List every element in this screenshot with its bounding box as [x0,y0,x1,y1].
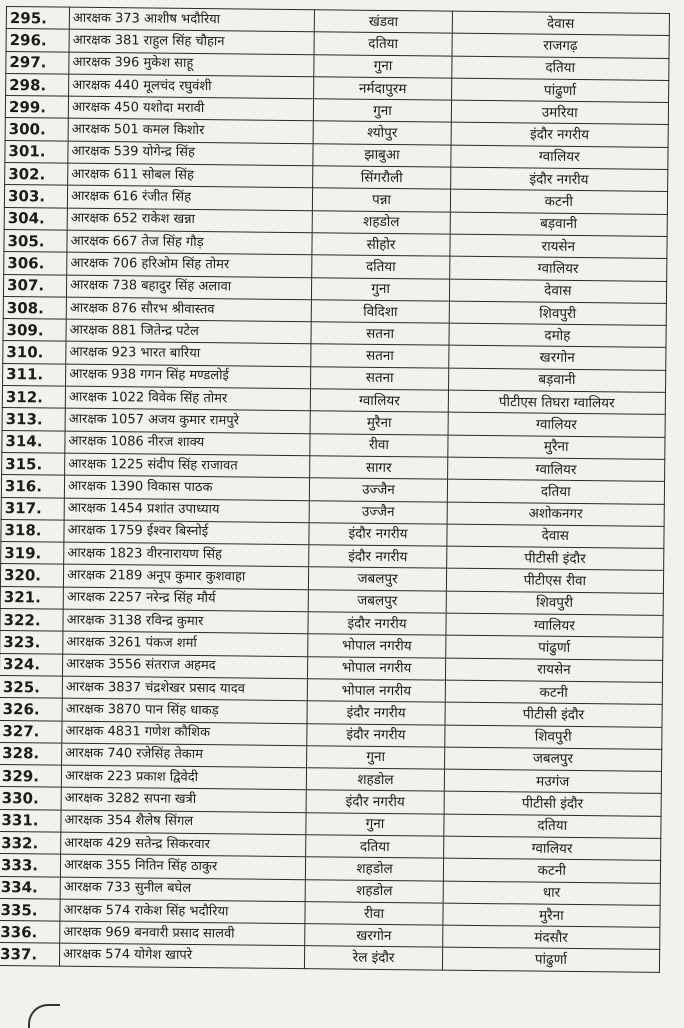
serial-number: 307. [3,274,66,297]
employee-name: आरक्षक 574 राकेश सिंह भदौरिया [60,899,306,924]
from-district: इंदौर नगरीय [309,545,446,569]
employee-name: आरक्षक 738 बहादुर सिंह अलावा [67,275,313,300]
to-district: दतिया [447,479,665,504]
to-district: मुरैना [447,435,665,460]
to-district: रायसेन [445,658,663,683]
from-district: गुना [314,99,451,123]
serial-number: 320. [0,564,63,587]
from-district: खंडवा [315,10,452,34]
from-district: सागर [310,456,447,480]
employee-name: आरक्षक 501 कमल किशोर [68,119,314,144]
from-district: गुना [312,277,449,301]
employee-name: आरक्षक 3837 चंद्रशेखर प्रसाद यादव [62,676,308,701]
from-district: उज्जैन [310,500,447,524]
from-district: शहडोल [313,210,450,234]
employee-name: आरक्षक 354 शैलेष सिंगल [61,810,307,835]
serial-number: 300. [5,118,68,141]
serial-number: 311. [3,363,66,386]
transfer-list-sheet [0,6,674,973]
from-district: भोपाल नगरीय [308,656,445,680]
serial-number: 336. [0,921,60,944]
from-district: गुना [314,54,451,78]
serial-number: 314. [2,430,65,453]
from-district: खरगोन [305,924,442,948]
serial-number: 298. [6,73,69,96]
to-district: कटनी [445,680,663,705]
to-district: जबलपुर [444,747,662,772]
to-district: रायसेन [450,234,668,259]
employee-name: आरक्षक 611 सोबल सिंह [68,163,314,188]
employee-name: आरक्षक 1057 अजय कुमार रामपुरे [65,408,311,433]
serial-number: 315. [2,452,65,475]
to-district: ग्वालियर [443,836,661,861]
from-district: जबलपुर [309,567,446,591]
from-district: झाबुआ [313,144,450,168]
serial-number: 303. [4,185,67,208]
serial-number: 319. [1,542,64,565]
from-district: रीवा [305,902,442,926]
from-district: उज्जैन [310,478,447,502]
serial-number: 302. [5,163,68,186]
from-district: सिंगरौली [313,166,450,190]
employee-name: आरक्षक 3556 संतराज अहमद [63,654,309,679]
employee-name: आरक्षक 574 योगेश खापरे [60,944,306,969]
to-district: उमरिया [451,100,669,125]
serial-number: 308. [3,296,66,319]
from-district: इंदौर नगरीय [308,612,445,636]
serial-number: 305. [4,229,67,252]
to-district: पांढुर्णा [445,635,663,660]
to-district: देवास [449,279,667,304]
employee-name: आरक्षक 706 हरिओम सिंह तोमर [67,252,313,277]
to-district: कटनी [443,858,661,883]
employee-name: आरक्षक 1454 प्रशांत उपाध्याय [64,498,310,523]
serial-number: 333. [0,854,61,877]
serial-number: 296. [6,29,69,52]
to-district: मउगंज [444,769,662,794]
to-district: दमोह [449,323,667,348]
from-district: रेल इंदौर [305,946,442,970]
serial-number: 335. [0,898,60,921]
employee-name: आरक्षक 440 मूलचंद रघुवंशी [69,74,315,99]
employee-name: आरक्षक 223 प्रकाश द्विवेदी [61,765,307,790]
serial-number: 337. [0,943,60,966]
employee-name: आरक्षक 667 तेज सिंह गौड़ [67,230,313,255]
from-district: सीहोर [312,233,449,257]
serial-number: 327. [0,720,62,743]
serial-number: 313. [2,408,65,431]
employee-name: आरक्षक 923 भारत बारिया [66,342,312,367]
from-district: भोपाल नगरीय [308,679,445,703]
to-district: पीटीएस तिघरा ग्वालियर [448,390,666,415]
to-district: पीटीसी इंदौर [445,702,663,727]
from-district: ग्वालियर [311,389,448,413]
from-district: शहडोल [306,879,443,903]
employee-name: आरक्षक 373 आशीष भदौरिया [69,7,315,32]
serial-number: 326. [0,698,62,721]
to-district: ग्वालियर [449,256,667,281]
serial-number: 310. [3,341,66,364]
employee-name: आरक्षक 429 सतेन्द्र सिकरवार [61,832,307,857]
transfer-table-body [0,7,669,973]
serial-number: 324. [0,653,63,676]
to-district: शिवपुरी [444,725,662,750]
employee-name: आरक्षक 539 योगेन्द्र सिंह [68,141,314,166]
employee-name: आरक्षक 1823 वीरनारायण सिंह [64,542,310,567]
serial-number: 316. [1,475,64,498]
from-district: विदिशा [312,300,449,324]
to-district: देवास [452,11,670,36]
serial-number: 318. [1,519,64,542]
from-district: इंदौर नगरीय [307,790,444,814]
serial-number: 321. [0,586,63,609]
serial-number: 312. [2,386,65,409]
from-district: श्योपुर [314,121,451,145]
employee-name: आरक्षक 3870 पान सिंह धाकड़ [62,698,308,723]
from-district: सतना [311,366,448,390]
to-district: पांढुर्णा [442,948,660,973]
employee-name: आरक्षक 938 गगन सिंह मण्डलोई [66,364,312,389]
from-district: जबलपुर [309,589,446,613]
to-district: इंदौर नगरीय [450,167,668,192]
from-district: दतिया [314,32,451,56]
serial-number: 323. [0,631,63,654]
to-district: कटनी [450,190,668,215]
serial-number: 332. [0,831,61,854]
to-district: पांढुर्णा [451,78,669,103]
employee-name: आरक्षक 881 जितेन्द्र पटेल [66,319,312,344]
from-district: इंदौर नगरीय [309,523,446,547]
to-district: इंदौर नगरीय [451,123,669,148]
to-district: राजगढ़ [452,33,670,58]
to-district: दतिया [451,56,669,81]
transfer-table [0,6,670,973]
from-district: मुरैना [310,411,447,435]
employee-name: आरक्षक 2257 नरेन्द्र सिंह मौर्य [63,587,309,612]
to-district: अशोकनगर [447,502,665,527]
employee-name: आरक्षक 450 यशोदा मरावी [68,96,314,121]
from-district: शहडोल [307,768,444,792]
to-district: बड़वानी [450,212,668,237]
serial-number: 328. [0,742,62,765]
from-district: गुना [307,745,444,769]
employee-name: आरक्षक 1022 विवेक सिंह तोमर [65,386,311,411]
to-district: दतिया [443,814,661,839]
serial-number: 297. [6,51,69,74]
serial-number: 330. [0,787,61,810]
serial-number: 306. [4,252,67,275]
employee-name: आरक्षक 3138 रविन्द्र कुमार [63,609,309,634]
serial-number: 329. [0,765,62,788]
from-district: सतना [311,322,448,346]
employee-name: आरक्षक 1086 नीरज शाक्य [65,431,311,456]
to-district: पीटीसी इंदौर [444,792,662,817]
serial-number: 309. [3,319,66,342]
serial-number: 334. [0,876,60,899]
employee-name: आरक्षक 1390 विकास पाठक [64,475,310,500]
employee-name: आरक्षक 381 राहुल सिंह चौहान [69,29,315,54]
serial-number: 322. [0,608,63,631]
from-district: नर्मदापुरम [314,77,451,101]
page-curl-mark [28,1004,60,1028]
employee-name: आरक्षक 740 रजेसिंह तेकाम [62,743,308,768]
from-district: रीवा [310,433,447,457]
to-district: शिवपुरी [449,301,667,326]
employee-name: आरक्षक 4831 गणेश कौशिक [62,721,308,746]
serial-number: 299. [5,96,68,119]
employee-name: आरक्षक 616 रंजीत सिंह [67,186,313,211]
serial-number: 295. [6,7,69,30]
serial-number: 331. [0,809,61,832]
serial-number: 317. [1,497,64,520]
employee-name: आरक्षक 2189 अनूप कुमार कुशवाहा [64,565,310,590]
employee-name: आरक्षक 969 बनवारी प्रसाद सालवी [60,921,306,946]
to-district: ग्वालियर [450,145,668,170]
to-district: बड़वानी [448,368,666,393]
to-district: धार [443,881,661,906]
to-district: मुरैना [443,903,661,928]
employee-name: आरक्षक 876 सौरभ श्रीवास्तव [66,297,312,322]
employee-name: आरक्षक 1225 संदीप सिंह राजावत [65,453,311,478]
to-district: पीटीसी इंदौर [446,546,664,571]
from-district: पन्ना [313,188,450,212]
employee-name: आरक्षक 3282 सपना खत्री [61,788,307,813]
to-district: खरगोन [448,346,666,371]
from-district: शहडोल [306,857,443,881]
from-district: इंदौर नगरीय [307,723,444,747]
to-district: ग्वालियर [448,412,666,437]
serial-number: 325. [0,675,63,698]
employee-name: आरक्षक 733 सुनील बघेल [60,877,306,902]
to-district: देवास [447,524,665,549]
from-district: सतना [311,344,448,368]
from-district: दतिया [312,255,449,279]
from-district: गुना [306,812,443,836]
to-district: मंदसौर [442,925,660,950]
employee-name: आरक्षक 1759 ईश्वर बिस्नोई [64,520,310,545]
from-district: इंदौर नगरीय [307,701,444,725]
employee-name: आरक्षक 652 राकेश खन्ना [67,208,313,233]
employee-name: आरक्षक 396 मुकेश साहू [69,52,315,77]
to-district: पीटीएस रीवा [446,569,664,594]
employee-name: आरक्षक 355 नितिन सिंह ठाकुर [60,854,306,879]
employee-name: आरक्षक 3261 पंकज शर्मा [63,631,309,656]
from-district: भोपाल नगरीय [308,634,445,658]
from-district: दतिया [306,835,443,859]
serial-number: 301. [5,140,68,163]
to-district: ग्वालियर [447,457,665,482]
to-district: ग्वालियर [446,613,664,638]
serial-number: 304. [4,207,67,230]
to-district: शिवपुरी [446,591,664,616]
